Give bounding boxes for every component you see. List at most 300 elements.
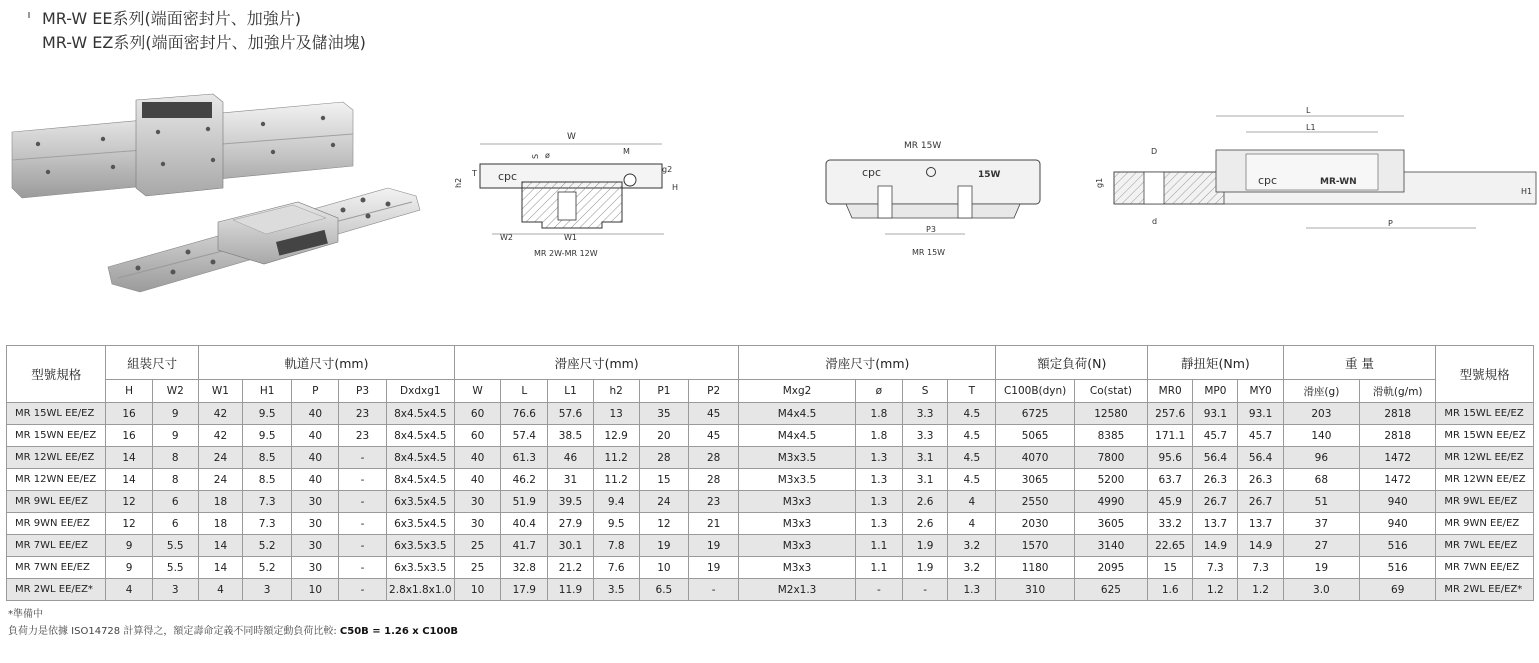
table-cell: 8 [152, 469, 198, 491]
table-cell: - [339, 557, 386, 579]
dim-label-t: T [472, 169, 477, 178]
side-view-drawing [1096, 102, 1536, 234]
table-cell: 19 [688, 557, 738, 579]
table-cell: 5.5 [152, 557, 198, 579]
table-cell: 1.8 [855, 425, 902, 447]
table-cell: - [339, 491, 386, 513]
table-cell: 46.2 [501, 469, 548, 491]
table-cell: MR 2WL EE/EZ* [7, 579, 106, 601]
table-cell: 2818 [1360, 425, 1436, 447]
table-cell: 7.8 [593, 535, 639, 557]
table-cell: 140 [1283, 425, 1359, 447]
table-cell: 203 [1283, 403, 1359, 425]
table-cell: 1.1 [855, 557, 902, 579]
table-cell: 40 [292, 469, 339, 491]
table-cell: - [855, 579, 902, 601]
table-cell: MR 12WL EE/EZ [7, 447, 106, 469]
table-cell: 40 [292, 403, 339, 425]
table-cell: 3.3 [903, 425, 948, 447]
table-cell: M4x4.5 [739, 425, 856, 447]
subheader-my0: MY0 [1238, 380, 1283, 403]
table-cell: 171.1 [1148, 425, 1193, 447]
table-cell: 5.2 [243, 535, 292, 557]
table-cell: MR 15WN EE/EZ [7, 425, 106, 447]
table-cell: 3140 [1074, 535, 1147, 557]
table-cell: 28 [688, 447, 738, 469]
table-cell: 26.7 [1238, 491, 1283, 513]
table-cell: 30 [454, 513, 500, 535]
table-cell: 39.5 [548, 491, 593, 513]
table-cell: 16 [106, 403, 152, 425]
table-cell: M3x3 [739, 513, 856, 535]
table-cell: 30 [292, 535, 339, 557]
table-cell: 25 [454, 535, 500, 557]
table-cell: 4.5 [948, 403, 996, 425]
subheader-h: H [106, 380, 152, 403]
table-cell: 1472 [1360, 469, 1436, 491]
table-cell: 93.1 [1193, 403, 1238, 425]
dim-label-l: L [1306, 106, 1311, 115]
table-cell: 60 [454, 403, 500, 425]
table-cell: 3 [243, 579, 292, 601]
table-cell: 56.4 [1238, 447, 1283, 469]
header-model-right: 型號規格 [1436, 346, 1534, 403]
header-block-2: 滑座尺寸(mm) [739, 346, 996, 380]
load-note-text: 負荷力是依據 ISO14728 計算得之，額定壽命定義不同時額定動負荷比較: [8, 626, 337, 637]
table-cell: 3.3 [903, 403, 948, 425]
table-cell: - [339, 513, 386, 535]
table-cell: 1180 [996, 557, 1074, 579]
table-cell: 2030 [996, 513, 1074, 535]
table-cell: 1.9 [903, 557, 948, 579]
header-block-1: 滑座尺寸(mm) [454, 346, 738, 380]
drawing-caption-small: MR 2W-MR 12W [534, 249, 598, 258]
table-cell: 14 [106, 447, 152, 469]
subheader-l1: L1 [548, 380, 593, 403]
table-row [7, 535, 1534, 557]
table-cell: 14 [198, 535, 242, 557]
table-cell: 257.6 [1148, 403, 1193, 425]
table-cell: 45.7 [1193, 425, 1238, 447]
table-cell: 69 [1360, 579, 1436, 601]
table-cell: 8x4.5x4.5 [386, 425, 454, 447]
table-cell: 20 [639, 425, 688, 447]
table-cell: 21.2 [548, 557, 593, 579]
table-cell: 51.9 [501, 491, 548, 513]
table-cell: 57.4 [501, 425, 548, 447]
table-cell: 7.3 [1238, 557, 1283, 579]
table-cell: 1472 [1360, 447, 1436, 469]
table-cell: 3605 [1074, 513, 1147, 535]
table-cell: 4 [948, 513, 996, 535]
table-cell: M3x3 [739, 535, 856, 557]
table-cell: 6x3.5x4.5 [386, 491, 454, 513]
title-marker [28, 12, 30, 18]
dim-label-d-lower: d [1152, 217, 1158, 226]
table-cell: 14.9 [1238, 535, 1283, 557]
table-cell: 2550 [996, 491, 1074, 513]
dim-label-p3: P3 [926, 225, 936, 234]
series-title-ez: MR-W EZ系列(端面密封片、加強片及儲油塊) [42, 33, 366, 52]
table-row [7, 579, 1534, 601]
table-cell: 1.3 [948, 579, 996, 601]
table-cell: 516 [1360, 557, 1436, 579]
table-cell: 4 [198, 579, 242, 601]
subheader-h1: H1 [243, 380, 292, 403]
table-cell: 940 [1360, 491, 1436, 513]
table-cell: MR 12WL EE/EZ [1436, 447, 1534, 469]
subheader-p1: P1 [639, 380, 688, 403]
table-cell: 6 [152, 513, 198, 535]
table-cell: 15 [639, 469, 688, 491]
table-cell: 12 [106, 513, 152, 535]
table-cell: 5.2 [243, 557, 292, 579]
table-cell: 6 [152, 491, 198, 513]
model-marking: MR-WN [1320, 177, 1357, 187]
table-cell: 9 [106, 557, 152, 579]
subheader-h2: h2 [593, 380, 639, 403]
table-cell: M3x3 [739, 557, 856, 579]
dim-label-g2: g2 [662, 165, 673, 174]
table-cell: 5065 [996, 425, 1074, 447]
table-cell: 40 [292, 425, 339, 447]
table-cell: M2x1.3 [739, 579, 856, 601]
table-cell: 1570 [996, 535, 1074, 557]
table-cell: 6x3.5x3.5 [386, 535, 454, 557]
table-cell: M4x4.5 [739, 403, 856, 425]
table-cell: 19 [639, 535, 688, 557]
table-cell: 1.8 [855, 403, 902, 425]
header-model: 型號規格 [7, 346, 106, 403]
specification-rows [7, 403, 1534, 601]
table-cell: 310 [996, 579, 1074, 601]
table-row [7, 557, 1534, 579]
table-cell: 4 [106, 579, 152, 601]
table-cell: 9.5 [243, 425, 292, 447]
table-cell: 1.3 [855, 491, 902, 513]
table-cell: 13.7 [1193, 513, 1238, 535]
table-cell: 6x3.5x4.5 [386, 513, 454, 535]
table-cell: MR 9WN EE/EZ [7, 513, 106, 535]
table-cell: 14 [198, 557, 242, 579]
brand-logo-text: cpc [1258, 174, 1278, 187]
table-cell: M3x3 [739, 491, 856, 513]
table-cell: 2.6 [903, 491, 948, 513]
table-cell: 26.7 [1193, 491, 1238, 513]
table-cell: 51 [1283, 491, 1359, 513]
dim-label-w1: W1 [564, 233, 577, 242]
front-view-drawing-15w [818, 136, 1048, 261]
table-cell: 7.3 [243, 491, 292, 513]
table-cell: 7.6 [593, 557, 639, 579]
subheader-w1: W1 [198, 380, 242, 403]
table-cell: 13 [593, 403, 639, 425]
header-moment: 靜扭矩(Nm) [1148, 346, 1284, 380]
table-cell: 11.2 [593, 447, 639, 469]
table-cell: 40 [292, 447, 339, 469]
table-cell: 10 [454, 579, 500, 601]
drawing-caption-15w: MR 15W [912, 248, 946, 257]
table-cell: 14 [106, 469, 152, 491]
table-cell: 4070 [996, 447, 1074, 469]
table-cell: 8x4.5x4.5 [386, 469, 454, 491]
table-cell: 2.6 [903, 513, 948, 535]
preparing-note: *準備中 [8, 609, 43, 620]
table-cell: 60 [454, 425, 500, 447]
header-weight: 重 量 [1283, 346, 1436, 380]
table-cell: 1.2 [1238, 579, 1283, 601]
table-cell: 9 [106, 535, 152, 557]
table-cell: 4990 [1074, 491, 1147, 513]
table-cell: 46 [548, 447, 593, 469]
subheader-p3: P3 [339, 380, 386, 403]
table-cell: 18 [198, 491, 242, 513]
table-cell: 13.7 [1238, 513, 1283, 535]
table-cell: 11.9 [548, 579, 593, 601]
dim-label-h2: h2 [454, 177, 463, 188]
table-cell: 3 [152, 579, 198, 601]
table-cell: 23 [688, 491, 738, 513]
dim-label-w2: W2 [500, 233, 513, 242]
table-cell: MR 15WL EE/EZ [7, 403, 106, 425]
table-cell: 37 [1283, 513, 1359, 535]
table-cell: 30.1 [548, 535, 593, 557]
table-cell: MR 9WL EE/EZ [1436, 491, 1534, 513]
table-cell: 4.5 [948, 447, 996, 469]
table-cell: 8 [152, 447, 198, 469]
table-cell: 7800 [1074, 447, 1147, 469]
subheader-phi: ø [855, 380, 902, 403]
model-marking: 15W [978, 170, 1001, 180]
table-cell: 25 [454, 557, 500, 579]
table-cell: - [339, 535, 386, 557]
table-cell: 38.5 [548, 425, 593, 447]
table-cell: 30 [292, 513, 339, 535]
dim-label-g1: g1 [1095, 177, 1104, 188]
table-cell: 1.1 [855, 535, 902, 557]
table-cell: 11.2 [593, 469, 639, 491]
table-cell: 18 [198, 513, 242, 535]
table-cell: 7.3 [1193, 557, 1238, 579]
table-cell: 2818 [1360, 403, 1436, 425]
subheader-w: W [454, 380, 500, 403]
table-cell: 9 [152, 403, 198, 425]
load-formula: C50B = 1.26 x C100B [339, 626, 459, 637]
subheader-rail-weight: 滑軌(g/m) [1360, 380, 1436, 403]
table-cell: 3.2 [948, 535, 996, 557]
table-cell: 30 [292, 491, 339, 513]
table-row [7, 403, 1534, 425]
table-cell: 42 [198, 425, 242, 447]
table-cell: 26.3 [1238, 469, 1283, 491]
table-cell: 30 [454, 491, 500, 513]
dim-label-s: S [531, 153, 540, 159]
table-cell: 26.3 [1193, 469, 1238, 491]
table-cell: 8.5 [243, 447, 292, 469]
header-rail: 軌道尺寸(mm) [198, 346, 454, 380]
table-cell: 10 [292, 579, 339, 601]
brand-logo-text: cpc [862, 166, 882, 179]
table-cell: 57.6 [548, 403, 593, 425]
dim-label-phi: ø [545, 151, 550, 160]
table-cell: 3065 [996, 469, 1074, 491]
dim-label-w: W [567, 132, 576, 142]
table-cell: 45.9 [1148, 491, 1193, 513]
table-cell: 8x4.5x4.5 [386, 403, 454, 425]
table-cell: 1.3 [855, 469, 902, 491]
table-cell: 15 [1148, 557, 1193, 579]
dim-label-p: P [1388, 219, 1393, 228]
table-cell: 12.9 [593, 425, 639, 447]
brand-logo-text: cpc [498, 170, 518, 183]
dim-label-h1: H1 [1521, 187, 1533, 196]
table-cell: 19 [688, 535, 738, 557]
table-cell: 40.4 [501, 513, 548, 535]
table-cell: 24 [198, 447, 242, 469]
table-cell: M3x3.5 [739, 469, 856, 491]
subheader-mxg2: Mxg2 [739, 380, 856, 403]
dim-label-h: H [672, 183, 679, 192]
table-cell: 516 [1360, 535, 1436, 557]
table-cell: 40 [454, 447, 500, 469]
subheader-t: T [948, 380, 996, 403]
table-row [7, 425, 1534, 447]
table-cell: 22.65 [1148, 535, 1193, 557]
table-cell: 30 [292, 557, 339, 579]
specification-table [6, 345, 1534, 601]
table-cell: 4 [948, 491, 996, 513]
table-cell: 940 [1360, 513, 1436, 535]
table-cell: - [339, 469, 386, 491]
table-cell: - [903, 579, 948, 601]
table-cell: 4.5 [948, 425, 996, 447]
table-cell: MR 7WN EE/EZ [1436, 557, 1534, 579]
table-cell: 33.2 [1148, 513, 1193, 535]
table-cell: MR 2WL EE/EZ* [1436, 579, 1534, 601]
table-cell: 6725 [996, 403, 1074, 425]
table-cell: 3.1 [903, 469, 948, 491]
table-cell: 7.3 [243, 513, 292, 535]
table-cell: 3.0 [1283, 579, 1359, 601]
table-cell: 95.6 [1148, 447, 1193, 469]
table-cell: MR 9WL EE/EZ [7, 491, 106, 513]
table-cell: 21 [688, 513, 738, 535]
table-cell: 41.7 [501, 535, 548, 557]
header-load: 額定負荷(N) [996, 346, 1148, 380]
subheader-mr0: MR0 [1148, 380, 1193, 403]
table-cell: 6x3.5x3.5 [386, 557, 454, 579]
subheader-dxdxg1: Dxdxg1 [386, 380, 454, 403]
table-cell: 2095 [1074, 557, 1147, 579]
table-cell: 61.3 [501, 447, 548, 469]
table-cell: 1.9 [903, 535, 948, 557]
subheader-w2: W2 [152, 380, 198, 403]
table-cell: 31 [548, 469, 593, 491]
table-row [7, 469, 1534, 491]
table-cell: 19 [1283, 557, 1359, 579]
table-cell: 27 [1283, 535, 1359, 557]
table-cell: MR 7WL EE/EZ [1436, 535, 1534, 557]
subheader-p2: P2 [688, 380, 738, 403]
dim-label-d-upper: D [1151, 147, 1158, 156]
table-cell: - [339, 447, 386, 469]
table-cell: 12 [106, 491, 152, 513]
table-cell: 45.7 [1238, 425, 1283, 447]
load-note [8, 622, 458, 637]
table-cell: 5200 [1074, 469, 1147, 491]
table-cell: M3x3.5 [739, 447, 856, 469]
table-cell: 28 [639, 447, 688, 469]
table-cell: MR 7WN EE/EZ [7, 557, 106, 579]
table-cell: 3.2 [948, 557, 996, 579]
subheader-c0: Co(stat) [1074, 380, 1147, 403]
product-photo [8, 92, 428, 312]
subheader-p: P [292, 380, 339, 403]
table-cell: 8x4.5x4.5 [386, 447, 454, 469]
table-row [7, 513, 1534, 535]
table-cell: 96 [1283, 447, 1359, 469]
drawing-label-top: MR 15W [904, 141, 942, 151]
table-cell: 23 [339, 425, 386, 447]
table-cell: 24 [639, 491, 688, 513]
table-row [7, 491, 1534, 513]
table-cell: 1.3 [855, 447, 902, 469]
table-cell: 16 [106, 425, 152, 447]
table-cell: 1.3 [855, 513, 902, 535]
table-cell: 4.5 [948, 469, 996, 491]
series-title-ee: MR-W EE系列(端面密封片、加強片) [42, 9, 302, 28]
table-cell: 28 [688, 469, 738, 491]
table-cell: 1.6 [1148, 579, 1193, 601]
table-cell: 40 [454, 469, 500, 491]
table-cell: - [339, 579, 386, 601]
table-cell: 12 [639, 513, 688, 535]
table-cell: 14.9 [1193, 535, 1238, 557]
subheader-c100b: C100B(dyn) [996, 380, 1074, 403]
table-cell: 42 [198, 403, 242, 425]
table-cell: 9.4 [593, 491, 639, 513]
table-cell: 23 [339, 403, 386, 425]
table-cell: 625 [1074, 579, 1147, 601]
table-cell: 45 [688, 403, 738, 425]
table-cell: MR 9WN EE/EZ [1436, 513, 1534, 535]
table-cell: 3.1 [903, 447, 948, 469]
table-cell: 9 [152, 425, 198, 447]
table-cell: 1.2 [1193, 579, 1238, 601]
table-cell: 8.5 [243, 469, 292, 491]
table-cell: 3.5 [593, 579, 639, 601]
table-cell: 12580 [1074, 403, 1147, 425]
table-cell: MR 15WL EE/EZ [1436, 403, 1534, 425]
table-cell: MR 12WN EE/EZ [1436, 469, 1534, 491]
table-cell: 68 [1283, 469, 1359, 491]
table-cell: - [688, 579, 738, 601]
table-cell: 56.4 [1193, 447, 1238, 469]
table-cell: 5.5 [152, 535, 198, 557]
subheader-l: L [501, 380, 548, 403]
subheader-block-weight: 滑座(g) [1283, 380, 1359, 403]
dim-label-l1: L1 [1306, 123, 1316, 132]
table-cell: 76.6 [501, 403, 548, 425]
header-assembly: 組裝尺寸 [106, 346, 198, 380]
table-cell: 93.1 [1238, 403, 1283, 425]
table-cell: 32.8 [501, 557, 548, 579]
table-cell: 27.9 [548, 513, 593, 535]
subheader-s: S [903, 380, 948, 403]
table-cell: 45 [688, 425, 738, 447]
table-cell: 10 [639, 557, 688, 579]
table-cell: 9.5 [593, 513, 639, 535]
